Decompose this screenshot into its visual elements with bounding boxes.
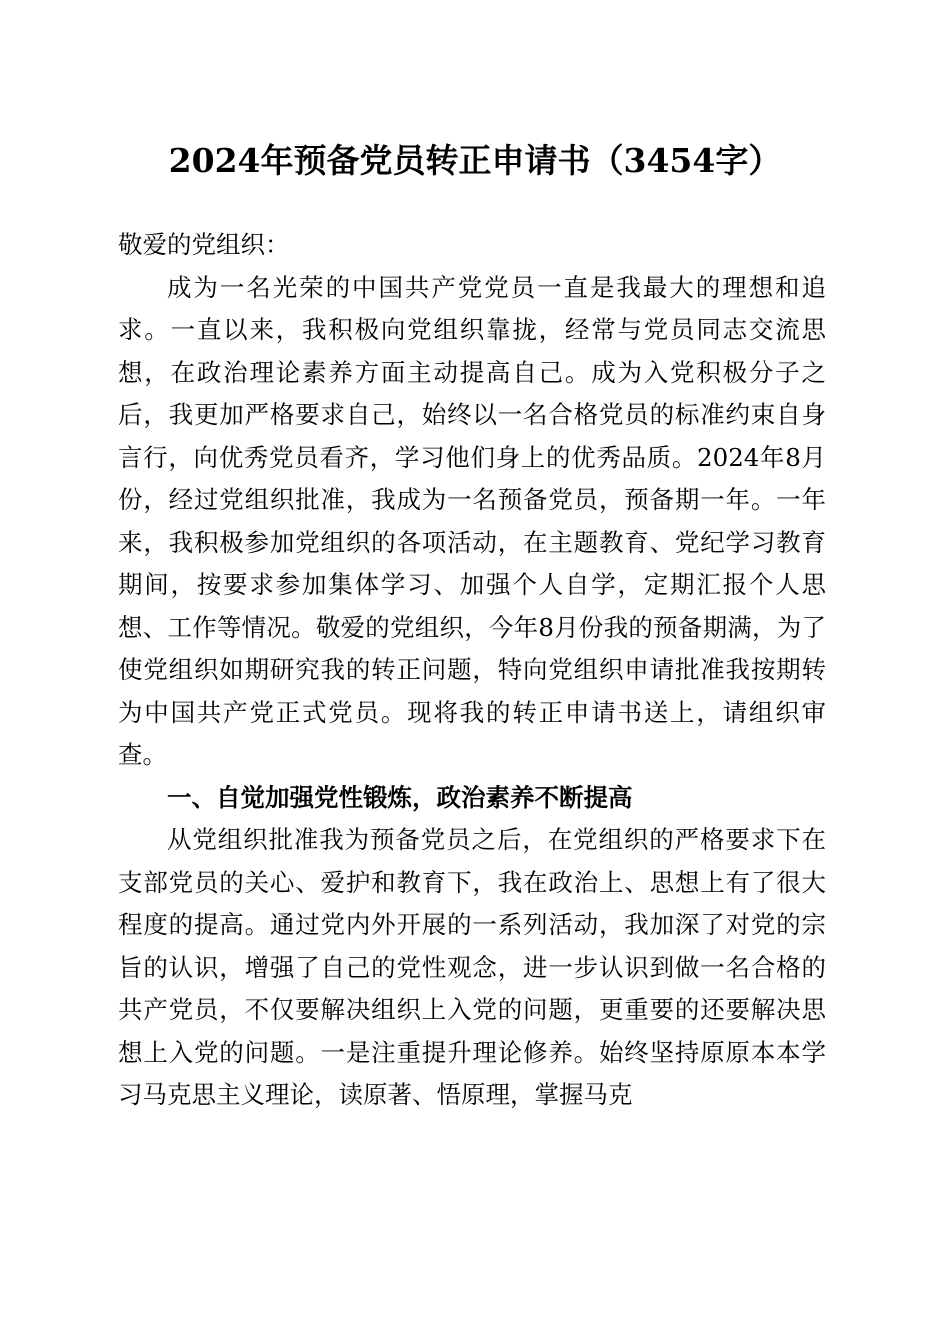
section-heading: 一、自觉加强党性锻炼，政治素养不断提高 [167, 782, 633, 812]
paragraph-section-1: 从党组织批准我为预备党员之后，在党组织的严格要求下在支部党员的关心、爱护和教育下，我在政治上、思想上有了很大程度的提高。通过党内外开展的一系列活动，我加深了对党的宗旨的认识，增强了自己的党性观念，进一步认识到做一名合格的共产党员，不仅要解决组织上入党的问题，更重要的还要解决思想上入党的问题。一是注重提升理论修养。始终坚持原原本本学习马克思主义理论，读原著、悟原理，掌握马克 [118, 825, 826, 1109]
salutation: 敬爱的党组织： [118, 230, 290, 259]
document-body [118, 224, 826, 1117]
paragraph-intro: 成为一名光荣的中国共产党党员一直是我最大的理想和追求。一直以来，我积极向党组织靠拢，经常与党员同志交流思想，在政治理论素养方面主动提高自己。成为入党积极分子之后，我更加严格要求自己，始终以一名合格党员的标准约束自身言行，向优秀党员看齐，学习他们身上的优秀品质。2024年8月份，经过党组织批准，我成为一名预备党员，预备期一年。一年来，我积极参加党组织的各项活动，在主题教育、党纪学习教育期间，按要求参加集体学习、加强个人自学，定期汇报个人思想、工作等情况。敬爱的党组织，今年8月份我的预备期满，为了使党组织如期研究我的转正问题，特向党组织申请批准我按期转为中国共产党正式党员。现将我的转正申请书送上，请组织审查。 [118, 272, 826, 769]
document-title: 2024年预备党员转正申请书（3454字） [168, 141, 782, 180]
